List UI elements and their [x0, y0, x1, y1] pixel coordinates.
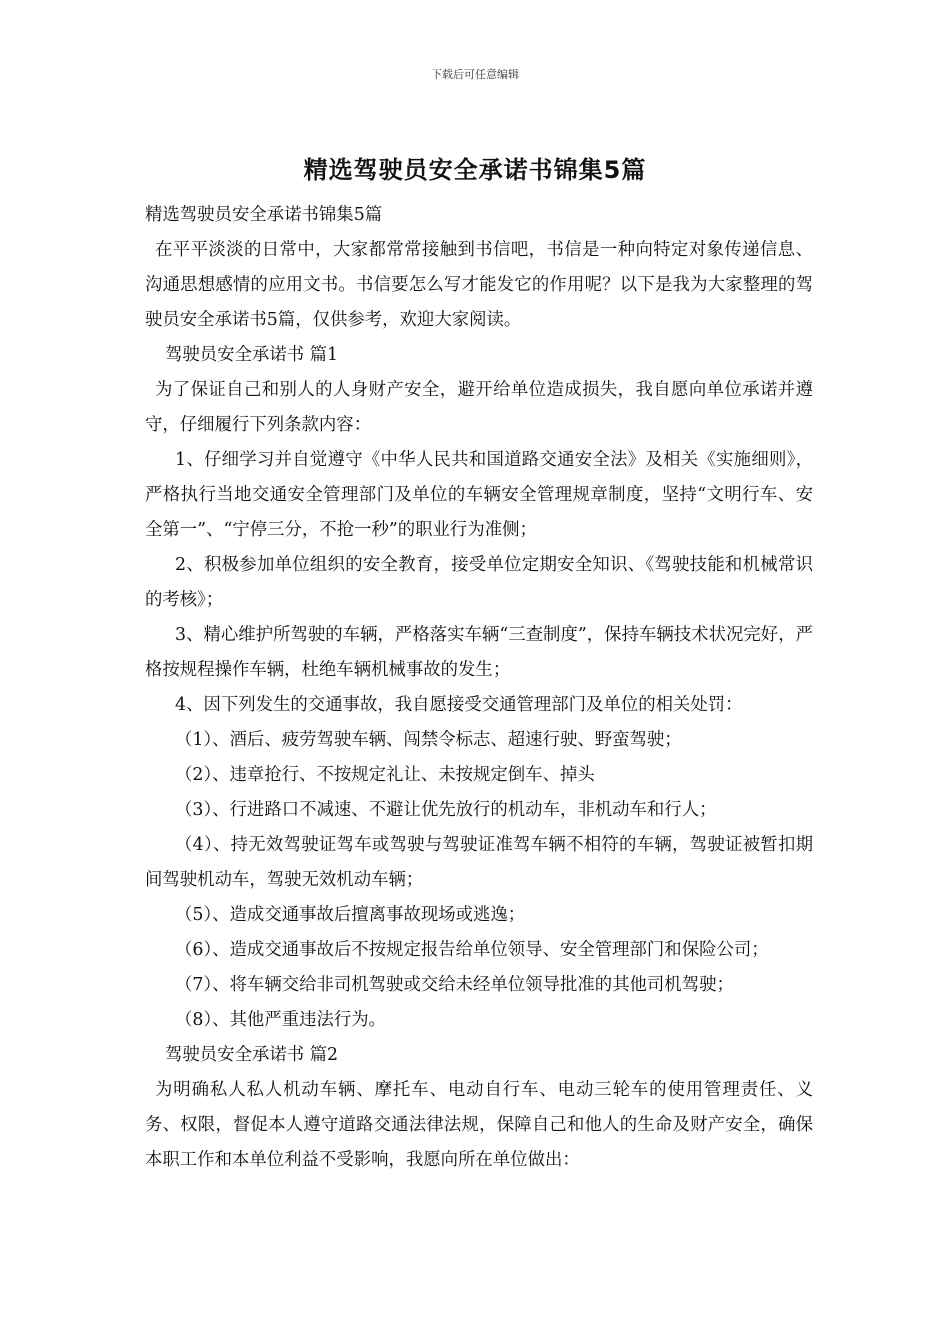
intro-paragraph: 在平平淡淡的日常中，大家都常常接触到书信吧，书信是一种向特定对象传递信息、沟通思想感情的应用文书。书信要怎么写才能发它的作用呢？以下是我为大家整理的驾驶员安全承诺书5篇，仅供参考，欢迎大家阅读。 — [145, 240, 813, 330]
subtitle-line: 精选驾驶员安全承诺书锦集5篇 — [145, 205, 383, 225]
section-heading-1: 驾驶员安全承诺书 篇1 — [165, 345, 339, 365]
document-title: 精选驾驶员安全承诺书锦集5篇 — [303, 156, 647, 184]
sub-clause-3: （3）、行进路口不减速、不避让优先放行的机动车，非机动车和行人； — [175, 800, 717, 820]
section-heading-2: 驾驶员安全承诺书 篇2 — [165, 1045, 339, 1065]
clause-1: 1、仔细学习并自觉遵守《中华人民共和国道路交通安全法》及相关《实施细则》，严格执行当地交通安全管理部门及单位的车辆安全管理规章制度，坚持“文明行车、安全第一”、“宁停三分，不抢一秒”的职业行为准侧； — [145, 450, 813, 540]
paragraph: 为明确私人私人机动车辆、摩托车、电动自行车、电动三轮车的使用管理责任、义务、权限，督促本人遵守道路交通法律法规，保障自己和他人的生命及财产安全，确保本职工作和本单位利益不受影响，我愿向所在单位做出： — [145, 1080, 813, 1170]
page-header: 下载后可任意编辑 — [431, 68, 519, 81]
sub-clause-5: （5）、造成交通事故后擅离事故现场或逃逸； — [175, 905, 526, 925]
sub-clause-7: （7）、将车辆交给非司机驾驶或交给未经单位领导批准的其他司机驾驶； — [175, 975, 734, 995]
sub-clause-6: （6）、造成交通事故后不按规定报告给单位领导、安全管理部门和保险公司； — [175, 940, 769, 960]
document-body — [145, 198, 813, 1178]
clause-4: 4、因下列发生的交通事故，我自愿接受交通管理部门及单位的相关处罚： — [175, 695, 743, 715]
sub-clause-1: （1）、酒后、疲劳驾驶车辆、闯禁令标志、超速行驶、野蛮驾驶； — [175, 730, 682, 750]
clause-3: 3、精心维护所驾驶的车辆，严格落实车辆“三查制度”，保持车辆技术状况完好，严格按规程操作车辆，杜绝车辆机械事故的发生； — [145, 625, 813, 680]
sub-clause-4: （4）、持无效驾驶证驾车或驾驶与驾驶证准驾车辆不相符的车辆，驾驶证被暂扣期间驾驶机动车，驾驶无效机动车辆； — [145, 835, 813, 890]
sub-clause-8: （8）、其他严重违法行为。 — [175, 1010, 387, 1030]
clause-2: 2、积极参加单位组织的安全教育，接受单位定期安全知识、《驾驶技能和机械常识的考核》； — [145, 555, 813, 610]
paragraph: 为了保证自己和别人的人身财产安全，避开给单位造成损失，我自愿向单位承诺并遵守，仔细履行下列条款内容： — [145, 380, 813, 435]
sub-clause-2: （2）、违章抢行、不按规定礼让、未按规定倒车、掉头 — [175, 765, 595, 785]
